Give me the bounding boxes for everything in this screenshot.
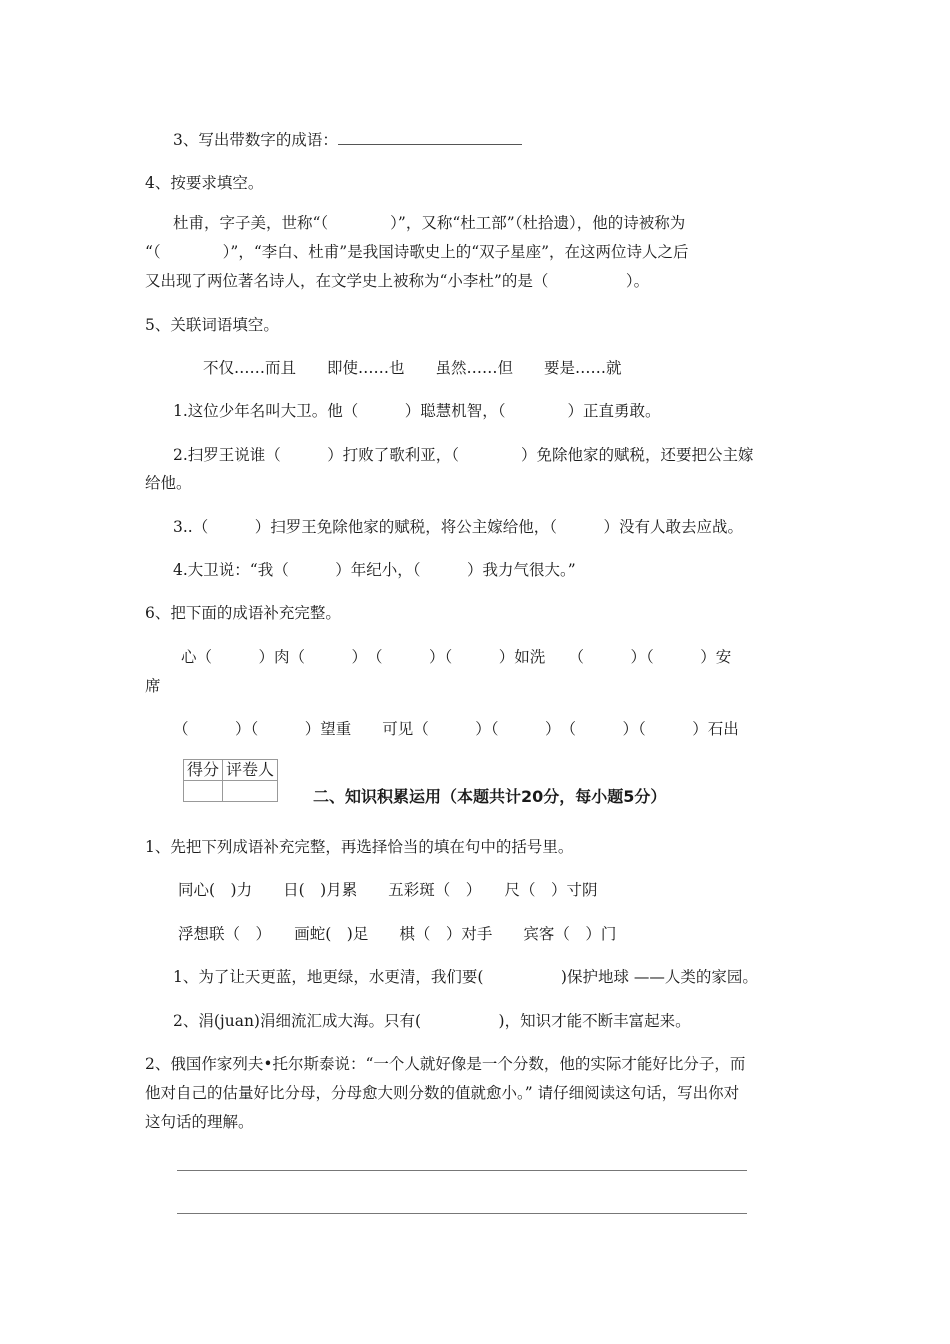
answer-line[interactable] — [177, 1170, 747, 1171]
question-5-sentence-2-cont: 给他。 — [145, 474, 192, 492]
score-table — [183, 759, 278, 802]
score-label: 得分 — [184, 760, 223, 781]
question-6-row-2: （ ）（ ）望重 可见（ ）（ ） （ ）（ ）石出 — [173, 720, 739, 738]
question-5-sentence-3: 3..（ ）扫罗王免除他家的赋税，将公主嫁给他，（ ）没有人敢去应战。 — [173, 518, 743, 536]
grader-label: 评卷人 — [223, 760, 278, 781]
s2-question-1: 1、先把下列成语补充完整，再选择恰当的填在句中的括号里。 — [145, 838, 574, 856]
section-2-title: 二、知识积累运用（本题共计20分，每小题5分） — [313, 787, 667, 806]
question-6-row-1: 心（ ）肉（ ） （ ）（ ）如洗 （ ）（ ）安 — [181, 648, 732, 666]
s2-question-1-row-2: 浮想联（ ） 画蛇( )足 棋（ ）对手 宾客（ ）门 — [178, 925, 617, 943]
question-3-text: 3、写出带数字的成语： — [173, 131, 338, 149]
s2-question-1-row-1: 同心( )力 日( )月累 五彩斑（ ） 尺（ ）寸阴 — [178, 881, 598, 899]
question-6: 6、把下面的成语补充完整。 — [145, 604, 341, 622]
question-4-line-1: 杜甫，字子美，世称“（ ）”，又称“杜工部”（杜拾遗），他的诗被称为 — [173, 214, 686, 232]
answer-blank[interactable] — [338, 130, 522, 145]
question-4: 4、按要求填空。 — [145, 174, 264, 192]
s2-question-2-line-3: 这句话的理解。 — [145, 1113, 254, 1131]
question-5: 5、关联词语填空。 — [145, 316, 279, 334]
score-cell[interactable] — [184, 781, 223, 802]
question-4-line-2: “（ ）”，“李白、杜甫”是我国诗歌史上的“双子星座”，在这两位诗人之后 — [145, 243, 689, 261]
answer-line[interactable] — [177, 1213, 747, 1214]
question-5-sentence-4: 4.大卫说：“我（ ）年纪小，（ ）我力气很大。” — [173, 561, 576, 579]
question-4-line-3: 又出现了两位著名诗人，在文学史上被称为“小李杜”的是（ ）。 — [145, 272, 650, 290]
question-5-sentence-1: 1.这位少年名叫大卫。他（ ）聪慧机智，（ ）正直勇敢。 — [173, 402, 661, 420]
s2-question-1-sentence-1: 1、为了让天更蓝，地更绿，水更清，我们要( )保护地球 ——人类的家园。 — [173, 968, 758, 986]
s2-question-1-sentence-2: 2、涓(juan)涓细流汇成大海。只有( )，知识才能不断丰富起来。 — [173, 1012, 691, 1030]
grader-cell[interactable] — [223, 781, 278, 802]
s2-question-2-line-1: 2、俄国作家列夫•托尔斯泰说：“一个人就好像是一个分数，他的实际才能好比分子，而 — [145, 1055, 746, 1073]
s2-question-2-line-2: 他对自己的估量好比分母，分母愈大则分数的值就愈小。” 请仔细阅读这句话，写出你对 — [145, 1084, 740, 1102]
question-3 — [173, 130, 522, 150]
question-5-sentence-2: 2.扫罗王说谁（ ）打败了歌利亚，（ ）免除他家的赋税，还要把公主嫁 — [173, 446, 754, 464]
question-5-options: 不仅……而且 即使……也 虽然……但 要是……就 — [203, 359, 622, 377]
question-6-row-1-cont: 席 — [145, 677, 161, 695]
